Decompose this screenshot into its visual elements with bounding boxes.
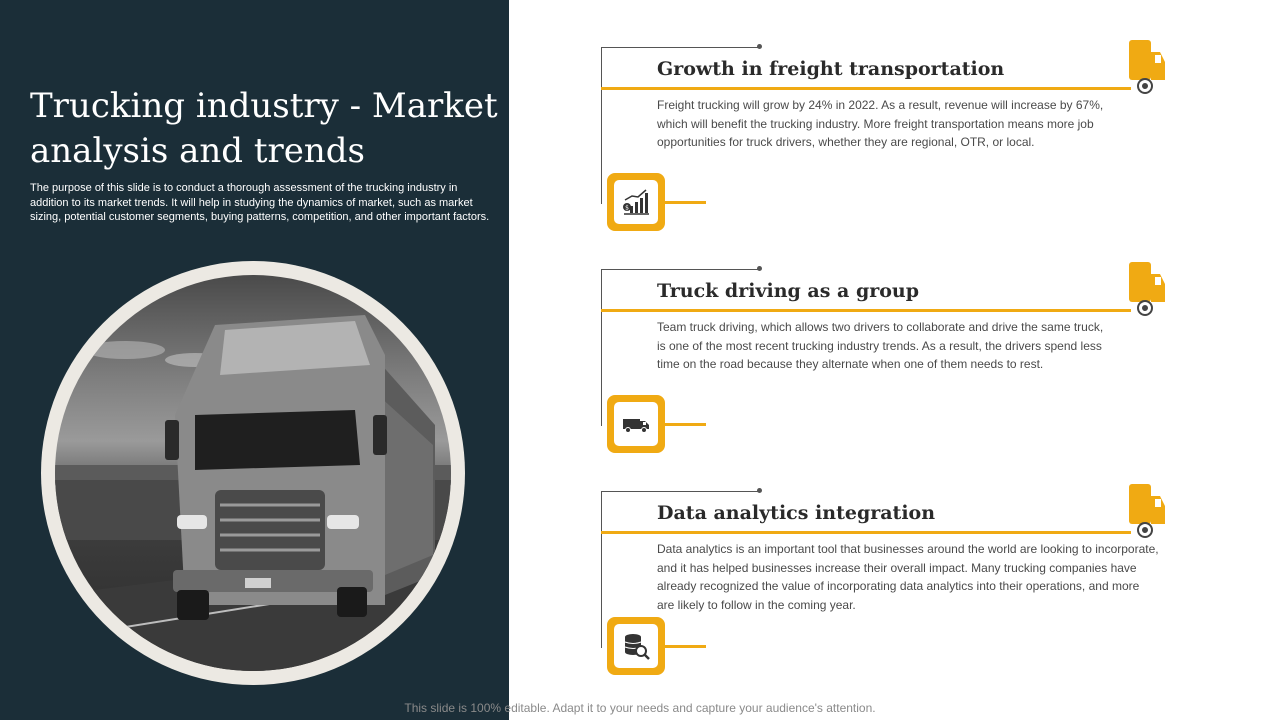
accent-stub <box>665 423 706 426</box>
truck-icon <box>622 410 650 438</box>
card-icon-frame <box>607 395 665 453</box>
connector-line <box>601 491 759 492</box>
connector-dot <box>757 488 762 493</box>
photo-frame <box>41 261 465 685</box>
left-panel <box>0 0 509 720</box>
connector-dot <box>757 266 762 271</box>
connector-vertical-line <box>601 47 602 204</box>
accent-stub <box>665 645 706 648</box>
truck-side-icon <box>1127 40 1167 97</box>
connector-vertical-line <box>601 269 602 426</box>
truck-side-icon <box>1127 262 1167 319</box>
svg-text:$: $ <box>625 204 629 212</box>
card-icon-frame <box>607 617 665 675</box>
truck-side-icon <box>1127 484 1167 541</box>
card-body: Freight trucking will grow by 24% in 2022. As a result, revenue will increase by 67%, which will benefit the trucking industry. More freight transportation means more job opportunities for truck drivers, whether they are regional, OTR, or local. <box>657 98 1104 149</box>
card-title: Growth in freight transportation <box>657 58 1005 80</box>
trend-card-growth <box>600 47 1170 247</box>
database-search-icon <box>622 632 650 660</box>
truck-photo <box>55 275 451 671</box>
slide-description: The purpose of this slide is to conduct a thorough assessment of the trucking industry in addition to its market trends. It will help in studying the dynamics of market, such as market sizing, potential customer segments, buying patterns, competition, and other important factors. <box>30 182 490 223</box>
connector-line <box>601 47 759 48</box>
growth-chart-icon <box>622 188 650 216</box>
card-body: Team truck driving, which allows two drivers to collaborate and drive the same truck, is one of the most recent trucking industry trends. As a result, the drivers spend less time on the road because they alternate when one of them needs to rest. <box>657 320 1104 371</box>
connector-line <box>601 269 759 270</box>
card-title: Truck driving as a group <box>657 280 920 302</box>
card-title: Data analytics integration <box>657 502 936 524</box>
slide-title: Trucking industry - Market analysis and trends <box>30 86 498 171</box>
card-body: Data analytics is an important tool that businesses around the world are looking to incorporate, and it has helped businesses increase their overall impact. Many trucking companies have already recognized the value of incorporating data analytics into their operations, and more are likely to follow in the coming year. <box>657 542 1159 612</box>
accent-underline <box>601 87 1131 90</box>
footer-note: This slide is 100% editable. Adapt it to your needs and capture your audience's attention. <box>404 701 876 715</box>
accent-underline <box>601 309 1131 312</box>
connector-dot <box>757 44 762 49</box>
accent-stub <box>665 201 706 204</box>
trend-card-team-driving <box>600 269 1170 469</box>
accent-underline <box>601 531 1131 534</box>
connector-vertical-line <box>601 491 602 648</box>
card-icon-frame <box>607 173 665 231</box>
truck-photo-illustration <box>55 275 451 671</box>
trend-card-data-analytics <box>600 491 1170 691</box>
